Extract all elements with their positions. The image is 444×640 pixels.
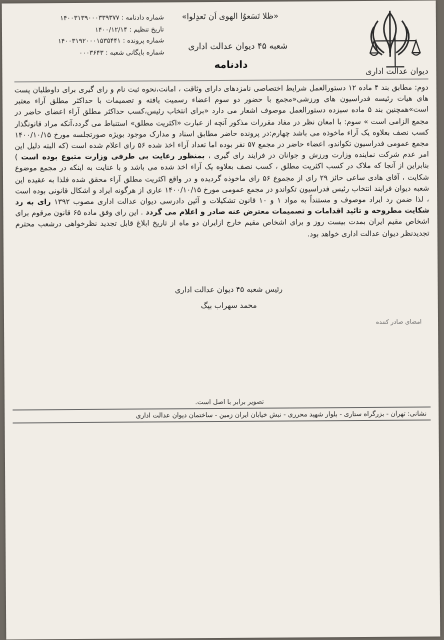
signature-label: امضای صادر کننده (375, 318, 422, 326)
signature-block (154, 281, 304, 314)
verdict-paragraph-3: . این رای وفق ماده ۶۵ قانون مرقوم برای اشخاص مقیم ایران بمدت بیست روز و برای اشخاص مقیم خارج ازایران دو ماه از تاریخ ابلاغ قابل تجدید نظرخواهی درشعب محترم تجدیدنظر دیوان عدالت اداری خواهد بود. (15, 207, 430, 239)
branch-name: شعبه ۴۵ دیوان عدالت اداری (188, 41, 288, 53)
signer-title: رئیس شعبه ۴۵ دیوان عدالت اداری (174, 284, 283, 295)
verdict-body (14, 79, 429, 275)
issue-date: تاریخ تنظیم : ۱۴۰۰/۱۲/۱۴ (94, 24, 164, 34)
copy-certification: تصویر برابر با اصل است. (195, 397, 265, 407)
scales-icon (368, 31, 422, 71)
court-name: دیوان عدالت اداری (365, 66, 429, 76)
case-metadata (14, 12, 164, 59)
verdict-paragraph-1: دوم: مطابق بند ۴ ماده ۱۲ دستورالعمل شرایط اختصاصی نامزدهای دارای وثاقت ، امانت،نحوه ثبت نام و رای گیری برای داوطلبان پست های هیات رئیسه فدراسیون های ورزشی«مجمع با حضور دو سوم اعضاء رسمیت یافته و تصمیمات با حداکثر مطلق آراء معتبر است»همچنین بند ۵ ماده سیزده دستورالعمل موصوف اشعار می دارد «برای انتخاب رئیس،کسب حداکثر مطلق آراء اعضای حاضر در مجمع الزامی است » سوم: با امعان نظر در مفاد مقررات مذکور آنچه از عبارت «اکثریت مطلق» استنباط می گردد،آنکه مراد قانونگذار کسب نصف بعلاوه یک آراء ماخوذه می باشد چهارم:در پرونده حاضر مطابق اسناد و مدارک موجود بویژه صورتجلسه مورخ ۱۴۰۰/۱۰/۱۵ مجمع عمومی فدراسیون تکواندو، اعضاء حاضر در مجمع ۵۷ نفر بوده اما تعداد آراء اخذ شده ۵۶ رای اعلام شده است (که البته دلیل این امر عدم شرکت نماینده وزارت ورزش و جوانان در فرایند رای گیری ، (14, 82, 429, 161)
verdict-emphasis-2: رای به رد شکایت مطروحه و تائید اقدامات و تصمیمات معترض عنه صادر و اعلام می گردد (15, 197, 430, 217)
blank-area (5, 420, 440, 639)
file-number: شماره پرونده : ۱۴۰۰۳۱۹۲۰۰۰۱۵۳۵۴۴۱ (57, 36, 165, 46)
archive-number: شماره بایگانی شعبه : ۰۰۰۳۶۴۳ (79, 47, 165, 57)
case-number: شماره دادنامه : ۱۴۰۰۳۱۳۹۰۰۰۳۳۹۳۷۷ (60, 13, 164, 23)
document-page (2, 0, 440, 639)
footer-address: نشانی: تهران - بزرگراه ستاری - بلوار شهید محرری - نبش خیابان ایران زمین - ساختمان دیوان عدالت اداری (13, 407, 431, 424)
verdict-paragraph-2: ) بنابراین از آنجا که ملاک در کسب اکثریت مطلق ، کسب نصف بعلاوه یک آراء اخذ شده می باشد و با عنایت به اینکه در مجمع موضوع شکایت ، آقای هادی ساعی حائز ۲۹ رای از مجموع ۵۶ رای ماخوذه گردیده و در واقع اکثریت مطلق آراء محقق شده فلذا به عقیده این شعبه دیوان فرایند انتخاب رئیس فدراسیون تکواندو در مجمع عمومی مورخ ۱۴۰۰/۱۰/۱۵ عاری از هرگونه ایراد و اشکال قانونی بوده است ، لذا ضمن رد ایراد موصوف و مستنداً به مواد ۱ و ۱۰ قانون تشکیلات و آئین دادرسی دیوان عدالت اداری مصوب ۱۳۹۲ (14, 152, 430, 207)
document-title: دادنامه (214, 59, 248, 72)
signer-name: محمد سهراب بیگ (200, 300, 257, 311)
verdict-emphasis-1: بمنظور رعایت بی طرفی وزارت متبوع بوده است (21, 151, 205, 162)
motto: «ظلا تَسَعوُا الهوی اَن تَعدِلوا» (181, 11, 279, 22)
